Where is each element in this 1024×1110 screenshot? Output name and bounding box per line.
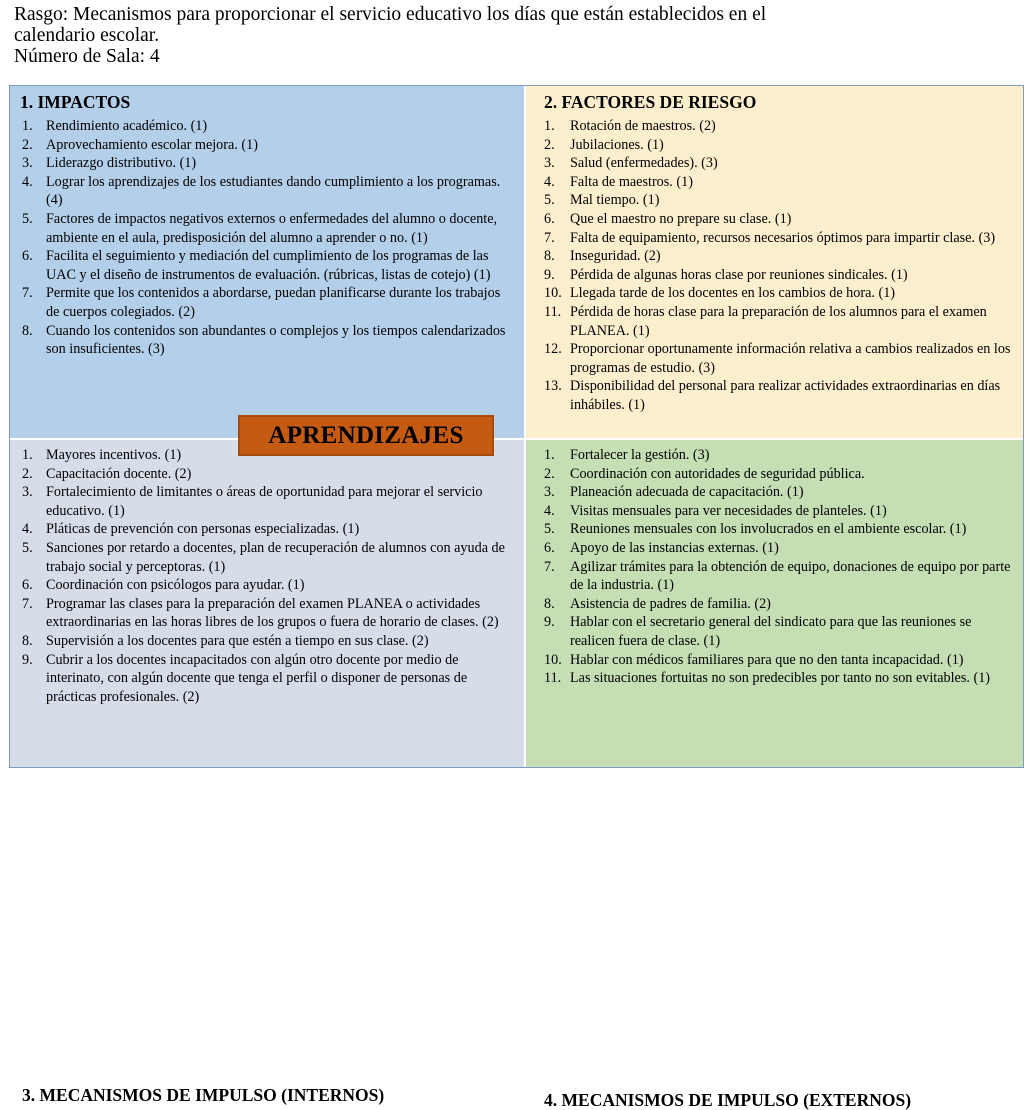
rasgo-line-1: Rasgo: Mecanismos para proporcionar el servicio educativo los días que están establecidos en el [14,4,767,25]
list-item-text: Capacitación docente. (2) [46,465,192,482]
list-item [544,266,1016,285]
list-item-number: 9. [544,614,555,631]
list-item [20,576,515,595]
list-item-text: Visitas mensuales para ver necesidades de planteles. (1) [570,502,887,519]
list-item-number: 2. [544,465,555,482]
list-item [544,284,1016,303]
list-item-text: Pláticas de prevención con personas especializadas. (1) [46,521,360,538]
list-item-text: Coordinación con autoridades de seguridad pública. [570,465,865,482]
list-item-text: Jubilaciones. (1) [570,136,664,153]
list-item-number: 4. [22,173,33,190]
list-item-number: 6. [22,577,33,594]
list-item-number: 4. [544,173,555,190]
list-item [544,520,1016,539]
list-item [20,595,515,632]
list-item [20,210,515,247]
list-item [20,322,515,359]
list-item [544,595,1016,614]
list-item-number: 6. [544,210,555,227]
list-item [20,136,515,155]
list-item-number: 8. [22,632,33,649]
list-item-text: Hablar con el secretario general del sindicato para que las reuniones se realicen fuera de clase. (1) [570,614,972,649]
list-item [20,483,515,520]
list-item-text: Planeación adecuada de capacitación. (1) [570,484,804,501]
list-item-number: 1. [22,118,33,134]
list-item [544,173,1016,192]
list-item-number: 8. [544,595,555,612]
list-item [20,651,515,707]
list-item [20,173,515,210]
list-item-text: Falta de maestros. (1) [570,173,693,190]
list-item-number: 13. [544,378,562,395]
quadrant-factores-riesgo [526,86,1024,438]
list-item [544,136,1016,155]
list-item-text: Pérdida de algunas horas clase por reuniones sindicales. (1) [570,266,908,283]
list-item-text: Sanciones por retardo a docentes, plan de recuperación de alumnos con ayuda de trabajo social y perceptoras. (1) [46,539,505,575]
list-item-number: 2. [544,136,555,153]
list-item-text: Falta de equipamiento, recursos necesarios óptimos para impartir clase. (3) [570,229,996,246]
list-item-number: 12. [544,341,562,358]
list-item [20,632,515,651]
list-item-text: Supervisión a los docentes para que estén a tiempo en sus clase. (2) [46,632,429,649]
list-item-number: 3. [22,484,33,501]
list-item [20,154,515,173]
list-item-text: Reuniones mensuales con los involucrados en el ambiente escolar. (1) [570,521,967,538]
list-item [544,191,1016,210]
list-item-number: 6. [22,248,33,265]
header [14,4,1014,67]
list-item [20,117,515,136]
quadrant-impulso-externos [526,440,1024,1110]
impulso-internos-title: 3. MECANISMOS DE IMPULSO (INTERNOS) [22,1085,385,1105]
list-item-number: 7. [22,285,33,302]
quadrant-impactos [10,86,524,438]
list-item-number: 2. [22,136,33,153]
list-item-text: Liderazgo distributivo. (1) [46,155,197,172]
list-item-number: 9. [22,651,33,668]
list-item [544,483,1016,502]
list-item-number: 5. [22,539,33,556]
list-item-text: Que el maestro no prepare su clase. (1) [570,210,792,227]
list-item-text: Rendimiento académico. (1) [46,118,208,134]
list-item-number: 4. [544,502,555,519]
list-item-text: Permite que los contenidos a abordarse, puedan planificarse durante los trabajos de cuerpos colegiados. (2) [46,285,501,320]
list-item [20,520,515,539]
list-item [544,340,1016,377]
list-item-text: Inseguridad. (2) [570,248,661,265]
list-item-number: 11. [544,670,562,687]
list-item [544,613,1016,650]
list-item [20,284,515,321]
list-item [544,502,1016,521]
list-item-number: 8. [544,248,555,265]
list-item [544,210,1016,229]
factores-riesgo-list [544,117,1016,415]
list-item-text: Las situaciones fortuitas no son predecibles por tanto no son evitables. (1) [570,670,991,687]
list-item [544,247,1016,266]
list-item-text: Agilizar trámites para la obtención de equipo, donaciones de equipo por parte de la industria. (1) [570,558,1011,594]
list-item-number: 8. [22,322,33,339]
list-item-number: 7. [544,229,555,246]
list-item [20,465,515,484]
list-item-text: Cuando los contenidos son abundantes o complejos y los tiempos calendarizados son insuficientes. (3) [46,322,506,358]
list-item-text: Fortalecimiento de limitantes o áreas de oportunidad para mejorar el servicio educativo. (1) [46,484,483,519]
list-item-number: 4. [22,521,33,538]
list-item-number: 5. [544,521,555,538]
impulso-internos-list [20,446,515,706]
sala-number: Número de Sala: 4 [14,46,160,67]
list-item-text: Salud (enfermedades). (3) [570,155,718,172]
impactos-list [20,117,515,359]
list-item-text: Proporcionar oportunamente información relativa a cambios realizados en los programas de estudio. (3) [570,341,1011,376]
list-item-number: 3. [544,155,555,172]
list-item [544,651,1016,670]
aprendizajes-banner: APRENDIZAJES [238,415,494,456]
impactos-title: 1. IMPACTOS [20,92,131,112]
list-item [20,247,515,284]
list-item-text: Disponibilidad del personal para realizar actividades extraordinarias en días inhábiles. (1) [570,378,1001,413]
quadrant-impulso-internos [10,440,524,1105]
list-item-number: 1. [544,118,555,134]
list-item-number: 10. [544,651,562,668]
impulso-externos-title: 4. MECANISMOS DE IMPULSO (EXTERNOS) [544,1090,912,1110]
list-item-number: 3. [22,155,33,172]
list-item-text: Programar las clases para la preparación del examen PLANEA o actividades extraordinarias en las horas libres de los grupos o fuera de horario de clases. (2) [46,595,499,631]
list-item-text: Fortalecer la gestión. (3) [570,447,710,463]
list-item-text: Coordinación con psicólogos para ayudar. (1) [46,577,305,594]
list-item-number: 10. [544,285,562,302]
list-item-number: 5. [22,210,33,227]
list-item [544,229,1016,248]
list-item-number: 2. [22,465,33,482]
list-item-number: 1. [22,447,33,463]
list-item [544,377,1016,414]
list-item-number: 6. [544,539,555,556]
list-item-number: 3. [544,484,555,501]
list-item [20,539,515,576]
list-item [544,303,1016,340]
list-item-number: 9. [544,266,555,283]
list-item-text: Llegada tarde de los docentes en los cambios de hora. (1) [570,285,896,302]
list-item-text: Factores de impactos negativos externos o enfermedades del alumno o docente, ambiente en el aula, predisposición del alumno a aprender o no. (1) [46,210,498,246]
rasgo-line-2: calendario escolar. [14,25,160,46]
list-item [544,154,1016,173]
list-item-text: Hablar con médicos familiares para que no den tanta incapacidad. (1) [570,651,964,668]
list-item-text: Asistencia de padres de familia. (2) [570,595,771,612]
list-item [544,117,1016,136]
list-item-text: Mayores incentivos. (1) [46,447,182,463]
list-item-text: Pérdida de horas clase para la preparación de los alumnos para el examen PLANEA. (1) [570,303,987,339]
list-item-text: Rotación de maestros. (2) [570,118,716,134]
factores-riesgo-title: 2. FACTORES DE RIESGO [544,92,757,112]
list-item [544,669,1016,688]
list-item-text: Cubrir a los docentes incapacitados con algún otro docente por medio de interinato, con algún docente que tenga el perfil o disponer de personas de prácticas profesionales. (2) [46,651,468,705]
list-item-text: Lograr los aprendizajes de los estudiantes dando cumplimiento a los programas. (4) [46,173,501,209]
list-item-number: 11. [544,303,562,320]
list-item-text: Apoyo de las instancias externas. (1) [570,539,779,556]
list-item [544,446,1016,465]
impulso-externos-list [544,446,1016,688]
list-item-text: Aprovechamiento escolar mejora. (1) [46,136,258,153]
list-item-number: 5. [544,192,555,209]
list-item-text: Mal tiempo. (1) [570,192,660,209]
list-item-text: Facilita el seguimiento y mediación del cumplimiento de los programas de las UAC y el diseño de instrumentos de evaluación. (rúbricas, listas de cotejo) (1) [46,248,491,283]
list-item-number: 7. [544,558,555,575]
quadrant-grid [10,86,1024,1110]
list-item-number: 7. [22,595,33,612]
list-item [544,539,1016,558]
list-item [544,465,1016,484]
list-item-number: 1. [544,447,555,463]
list-item [544,558,1016,595]
